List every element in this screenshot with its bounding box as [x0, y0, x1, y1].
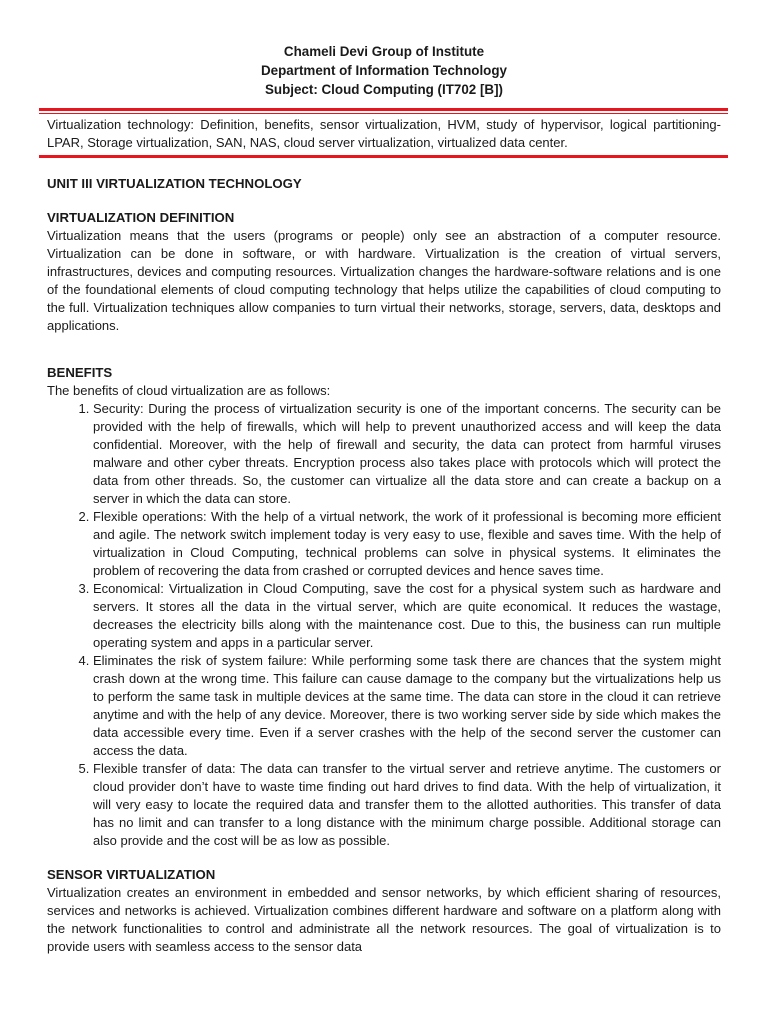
list-item: 5. Flexible transfer of data: The data can transfer to the virtual server and retrieve anytime. The customers or cloud provider don’t have to waste time finding out hard drives to find data. With the help of virtualization, it will very easy to locate the required data and transfer them to the allotted authorities. This transfer of data has no limit and can transfer to a long distance with the minimum charge possible. Additional storage can also provide and the cost will be as low as possible.	[93, 760, 721, 850]
list-item: 3. Economical: Virtualization in Cloud Computing, save the cost for a physical system such as hardware and servers. It stores all the data in the virtual server, which are quite economical. It reduces the wastage, decreases the electricity bills along with the maintenance cost. Due to this, the business can run multiple operating system and apps in a particular server.	[93, 580, 721, 652]
institute-name: Chameli Devi Group of Institute	[283, 44, 485, 59]
definition-text: Virtualization means that the users (programs or people) only see an abstraction of a computer resource. Virtualization can be done in software, or with hardware. Virtualization is the creation of virtual servers, infrastructures, devices and computing resources. Virtualization changes the hardware-software relations and is one of the foundational elements of cloud computing technology that helps utilize the capabilities of cloud computing to the full. Virtualization techniques allow companies to turn virtual their networks, storage, servers, data, desktops and applications.	[47, 228, 721, 333]
subject-title: Subject: Cloud Computing (IT702 [B])	[264, 82, 504, 97]
benefits-heading: BENEFITS	[47, 365, 113, 380]
red-rule-top-thin	[39, 113, 728, 114]
list-item: 1. Security: During the process of virtualization security is one of the important concerns. The security can be provided with the help of firewalls, which will help to prevent unauthorized access and will keep the data confidential. Moreover, with the help of firewall and security, the data can protect from harmful viruses malware and other cyber threats. Encryption process also takes place with protocols which will protect the data from other threads. So, the customer can virtualize all the data store and can create a backup on a server in which the data can store.	[93, 400, 721, 508]
benefits-intro: The benefits of cloud virtualization are as follows:	[47, 383, 331, 398]
red-rule-top	[39, 108, 728, 111]
list-item: 4. Eliminates the risk of system failure: While performing some task there are chances that the system might crash down at the wrong time. This failure can cause damage to the company but the virtualizations help us to perform the same task in multiple devices at the same time. The data can store in the cloud it can retrieve anytime and with the help of any device. Moreover, there is two working server side by side which makes the data accessible every time. Even if a server crashes with the help of the second server the customer can access the data.	[93, 652, 721, 760]
document-header	[47, 0, 721, 99]
sensor-heading: SENSOR VIRTUALIZATION	[47, 867, 216, 882]
sensor-text: Virtualization creates an environment in embedded and sensor networks, by which efficient sharing of resources, services and networks is achieved. Virtualization combines different hardware and software on a platform along with the network functionalities to control and administrate all the network resources. The goal of virtualization is to provide users with seamless access to the sensor data	[47, 885, 721, 954]
syllabus-summary: Virtualization technology: Definition, benefits, sensor virtualization, HVM, study of hypervisor, logical partitioning- LPAR, Storage virtualization, SAN, NAS, cloud server virtualization, virtualized data center.	[47, 117, 721, 150]
definition-heading: VIRTUALIZATION DEFINITION	[47, 210, 235, 225]
red-rule-bottom	[39, 155, 728, 158]
unit-title: UNIT III VIRTUALIZATION TECHNOLOGY	[47, 176, 302, 191]
benefits-list	[47, 400, 721, 850]
list-item: 2. Flexible operations: With the help of a virtual network, the work of it professional is becoming more efficient and agile. The network switch implement today is very easy to use, flexible and saves time. With the help of virtualization in Cloud Computing, technical problems can solve in physical systems. It eliminates the problem of recovering the data from crashed or corrupted devices and hence saves time.	[93, 508, 721, 580]
department-name: Department of Information Technology	[261, 63, 507, 78]
